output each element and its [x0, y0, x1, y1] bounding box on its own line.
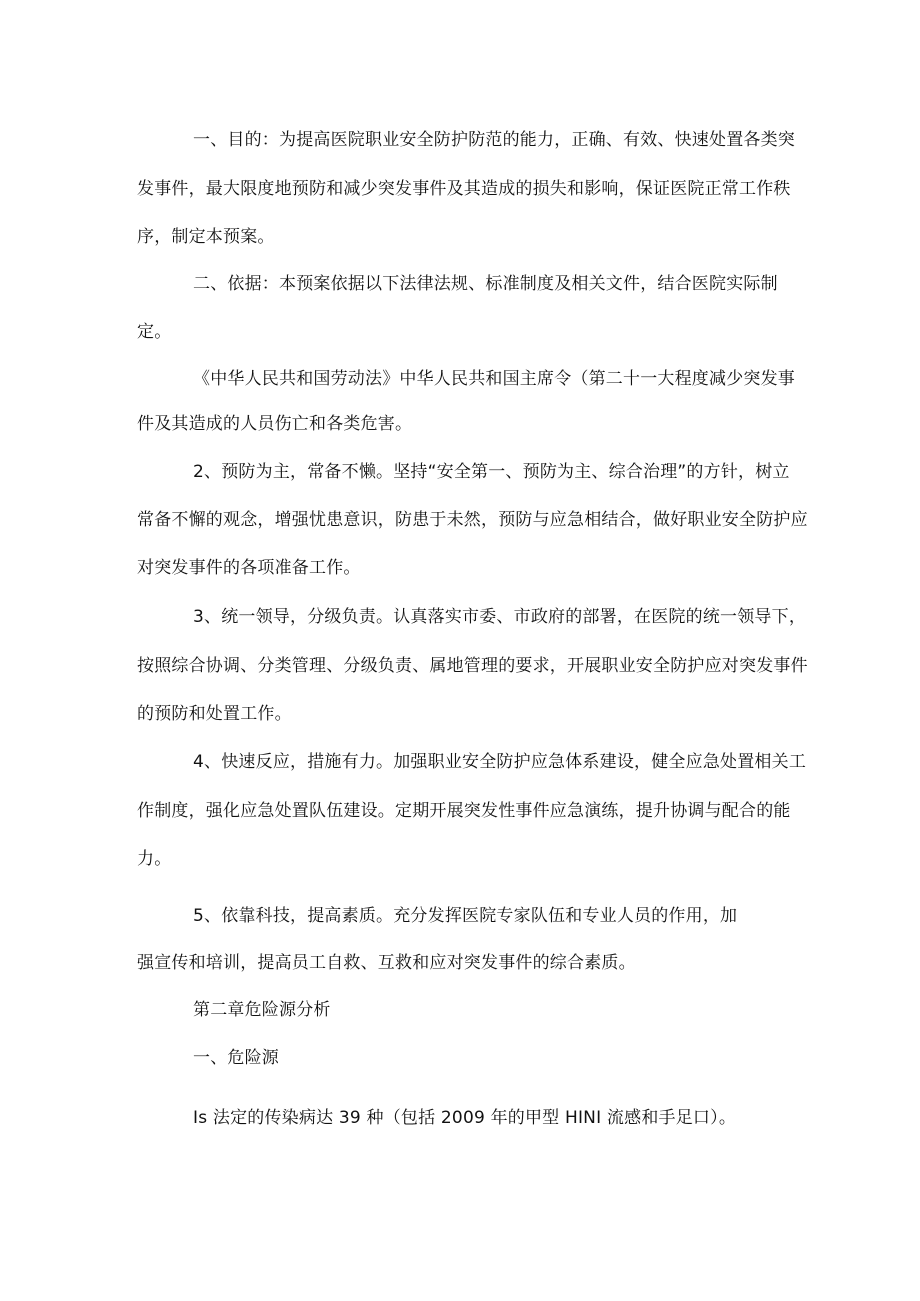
chapter2-item1: Is 法定的传染病达 39 种（包括 2009 年的甲型 HINI 流感和手足口）。 — [193, 1108, 737, 1128]
principle4-line1: 4、快速反应，措施有力。加强职业安全防护应急体系建设，健全应急处置相关工 — [193, 752, 807, 772]
principle3-line3: 的预防和处置工作。 — [137, 704, 292, 724]
law-reference-line1: 《中华人民共和国劳动法》中华人民共和国主席令（第二十一大程度减少突发事 — [193, 369, 795, 389]
section1-line1: 一、目的：为提高医院职业安全防护防范的能力，正确、有效、快速处置各类突 — [193, 130, 795, 150]
chapter2-subtitle: 一、危险源 — [193, 1048, 279, 1068]
principle2-line2: 常备不懈的观念，增强忧患意识，防患于未然，预防与应急相结合，做好职业安全防护应 — [137, 510, 808, 530]
principle4-line2: 作制度，强化应急处置队伍建设。定期开展突发性事件应急演练，提升协调与配合的能 — [137, 801, 791, 821]
principle2-line3: 对突发事件的各项准备工作。 — [137, 558, 361, 578]
principle3-line2: 按照综合协调、分类管理、分级负责、属地管理的要求，开展职业安全防护应对突发事件 — [137, 656, 808, 676]
section2-line2: 定。 — [137, 322, 172, 342]
chapter2-title: 第二章危险源分析 — [193, 1000, 331, 1020]
principle3-line1: 3、统一领导，分级负责。认真落实市委、市政府的部署，在医院的统一领导下， — [193, 607, 807, 627]
principle2-line1: 2、预防为主，常备不懒。坚持“安全第一、预防为主、综合治理”的方针，树立 — [193, 462, 790, 482]
law-reference-line2: 件及其造成的人员伤亡和各类危害。 — [137, 414, 413, 434]
principle5-line2: 强宣传和培训，提高员工自救、互救和应对突发事件的综合素质。 — [137, 953, 636, 973]
principle5-line1: 5、依靠科技，提高素质。充分发挥医院专家队伍和专业人员的作用，加 — [193, 906, 738, 926]
section2-line1: 二、依据：本预案依据以下法律法规、标准制度及相关文件，结合医院实际制 — [193, 274, 778, 294]
principle4-line3: 力。 — [137, 849, 172, 869]
section1-line3: 序，制定本预案。 — [137, 227, 275, 247]
section1-line2: 发事件，最大限度地预防和减少突发事件及其造成的损失和影响，保证医院正常工作秩 — [137, 179, 791, 199]
